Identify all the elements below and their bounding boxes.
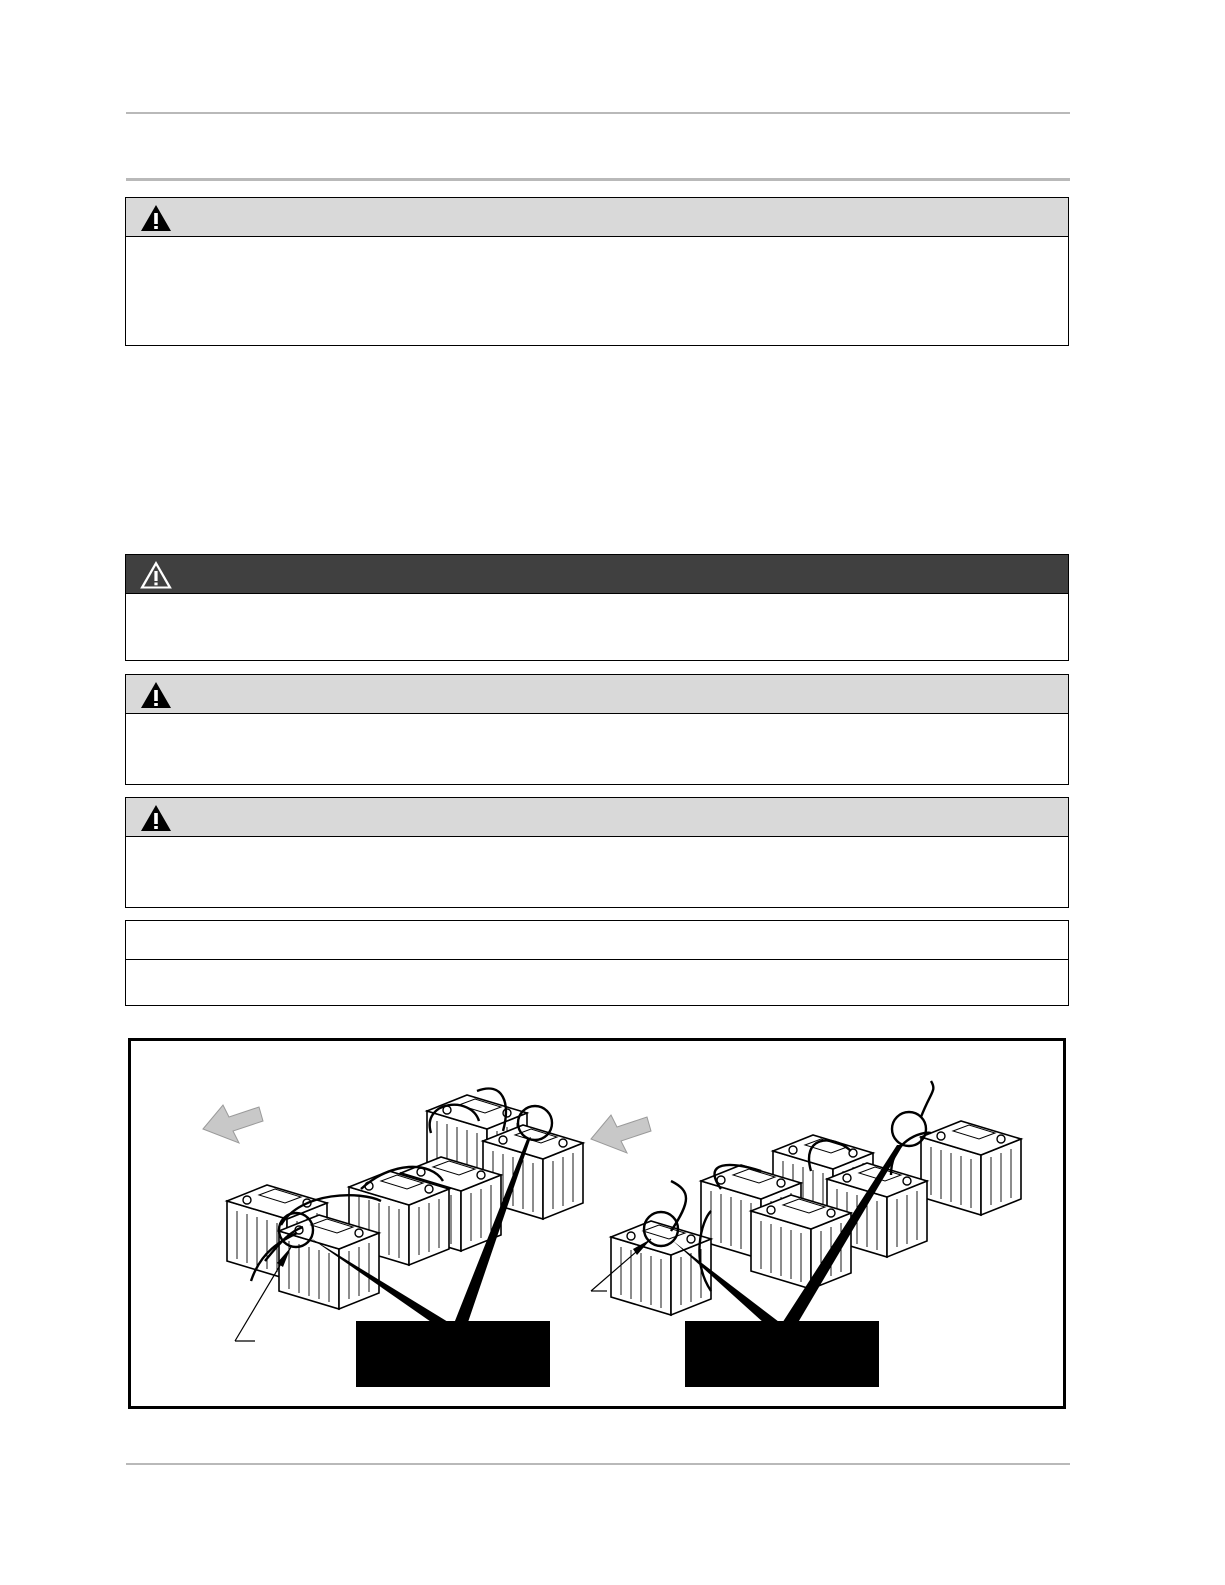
direction-arrow-icon [203,1105,263,1143]
warning-body [126,237,1068,253]
right-battery-pack [591,1081,1021,1333]
header-rule-top [126,112,1070,114]
warning-header [126,198,1068,237]
warning-header [126,798,1068,837]
danger-box [125,554,1069,661]
right-label-box [685,1321,879,1387]
danger-header [126,555,1068,594]
warning-body [126,837,1068,853]
warning-body [126,714,1068,730]
danger-body [126,594,1068,610]
warning-triangle-icon [140,804,172,832]
warning-box-1 [125,197,1069,346]
warning-triangle-icon [140,681,172,709]
battery-icon [921,1121,1021,1215]
warning-triangle-icon [140,561,172,589]
left-battery-pack [227,1089,583,1341]
warning-box-2 [125,674,1069,785]
battery-icon [611,1221,711,1315]
battery-illustration [131,1041,1063,1406]
footer-rule [126,1463,1070,1465]
note-body [126,960,1068,976]
warning-box-3 [125,797,1069,908]
note-box [125,920,1069,1006]
direction-arrow-icon [591,1115,651,1153]
note-header [126,921,1068,960]
header-rule-section [126,178,1070,181]
warning-triangle-icon [140,204,172,232]
battery-icon [279,1215,379,1309]
warning-header [126,675,1068,714]
battery-figure [128,1038,1066,1409]
left-label-box [356,1321,550,1387]
